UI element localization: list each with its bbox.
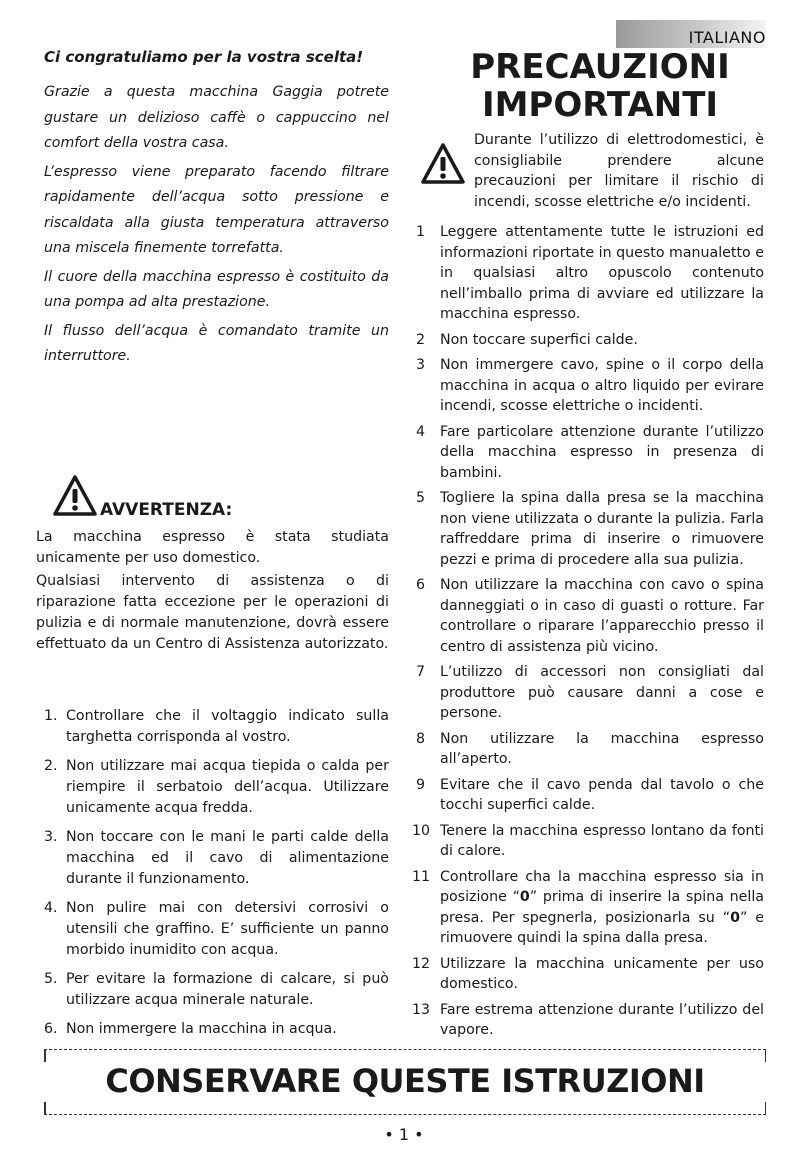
list-item <box>44 969 389 1011</box>
list-item-text: Non toccare con le mani le parti calde della macchina ed il cavo di alimentazione durante il funzionamento. <box>66 829 389 887</box>
position-zero: 0 <box>519 889 530 905</box>
list-item <box>416 775 764 816</box>
list-item <box>416 222 764 325</box>
list-item-number: 5 <box>416 490 426 506</box>
list-item-text-middle: ” prima di inserire la spina nella presa. Per spegnerla, posizionarla su “ <box>440 889 764 926</box>
keep-instructions-text: CONSERVARE QUESTE ISTRUZIONI <box>105 1062 705 1100</box>
intro-paragraph: L’espresso viene preparato facendo filtrare rapidamente dell’acqua sotto pressione e riscaldata alla giusta temperatura attraverso una miscela finemente torrefatta. <box>44 163 389 256</box>
list-item-text: L’utilizzo di accessori non consigliati dal produttore può causare danni a cose e persone. <box>440 664 764 721</box>
list-item-text: Non immergere cavo, spine o il corpo della macchina in acqua o altro liquido per evirare incendi, scosse elettriche o incidenti. <box>440 357 764 414</box>
list-item-text: Non utilizzare mai acqua tiepida o calda per riempire il serbatoio dell’acqua. Utilizzare unicamente acqua fredda. <box>66 758 389 816</box>
list-item-text: Controllare che il voltaggio indicato sulla targhetta corrisponda al vostro. <box>66 708 389 745</box>
page-number: • 1 • <box>384 1125 424 1144</box>
list-item <box>412 867 764 949</box>
list-item-number: 9 <box>416 776 426 793</box>
precautions-intro <box>416 130 764 212</box>
list-item-text: Evitare che il cavo penda dal tavolo o che tocchi superfici calde. <box>440 776 764 813</box>
list-item-number: 10 <box>412 822 431 839</box>
banner-corner-mark <box>765 1050 767 1062</box>
list-item-text-after: ” e rimuovere quindi la spina dalla presa. <box>440 909 764 946</box>
list-item-text: Non utilizzare la macchina con cavo o spina danneggiati o in caso di guasti o rotture. Far controllare o riparare l’apparecchio presso il centro di assistenza più vicino. <box>440 577 764 655</box>
list-item <box>416 488 764 570</box>
list-item <box>44 898 389 961</box>
precautions-list <box>412 222 764 1041</box>
care-list <box>44 706 389 1048</box>
warning-paragraph: La macchina espresso è stata studiata unicamente per uso domestico. <box>36 529 389 566</box>
list-item-text: Togliere la spina dalla presa se la macchina non viene utilizzata o durante la pulizia. Farla raffreddare prima di inserire o rimuovere pezzi e prima di procedere alla sua pulizia. <box>440 490 764 568</box>
list-item-number: 12 <box>412 955 431 972</box>
left-column <box>44 48 389 373</box>
list-item-text: Non immergere la macchina in acqua. <box>66 1021 337 1037</box>
page-title-line: IMPORTANTI <box>481 85 719 125</box>
list-item <box>44 756 389 819</box>
warning-header <box>44 474 389 524</box>
list-item <box>416 355 764 417</box>
list-item-text: Fare particolare attenzione durante l’utilizzo della macchina espresso in presenza di bambini. <box>440 423 764 481</box>
list-item <box>416 422 764 484</box>
warning-paragraph: Qualsiasi intervento di assistenza o di riparazione fatta eccezione per le operazioni di pulizia e di normale manutenzione, dovrà essere effettuato da un Centro di Assistenza autorizzato. <box>36 573 389 652</box>
list-item-number: 4 <box>416 423 426 440</box>
list-item-text: Non toccare superfici calde. <box>440 331 638 348</box>
list-item-number: 2. <box>44 758 58 774</box>
list-item-number: 4. <box>44 900 58 916</box>
page-title-line: PRECAUZIONI <box>470 47 730 87</box>
list-item <box>412 821 764 862</box>
list-item <box>416 330 764 351</box>
list-item-text: Tenere la macchina espresso lontano da fonti di calore. <box>440 822 764 859</box>
list-item-number: 3. <box>44 829 58 845</box>
banner-corner-mark <box>765 1102 767 1114</box>
list-item <box>416 662 764 724</box>
language-label: ITALIANO <box>688 28 766 47</box>
list-item <box>412 1000 764 1041</box>
intro-paragraph: Il flusso dell’acqua è comandato tramite un interruttore. <box>44 322 389 364</box>
list-item-text: Non pulire mai con detersivi corrosivi o utensili che graffino. E’ sufficiente un panno morbido inumidito con acqua. <box>66 900 389 958</box>
page-title <box>436 48 764 124</box>
list-item <box>416 575 764 657</box>
list-item-number: 1. <box>44 708 58 724</box>
intro-paragraph: Grazie a questa macchina Gaggia potrete gustare un delizioso caffè o cappuccino nel comfort della vostra casa. <box>44 84 389 151</box>
list-item-number: 7 <box>416 664 426 680</box>
language-tab <box>616 20 766 48</box>
list-item-number: 13 <box>412 1001 431 1018</box>
keep-instructions-banner <box>44 1049 766 1115</box>
list-item-number: 1 <box>416 224 426 240</box>
list-item <box>412 954 764 995</box>
precautions-intro-text: Durante l’utilizzo di elettrodomestici, è consigliabile prendere alcune precauzioni per limitare il rischio di incendi, scosse elettriche e/o incidenti. <box>474 132 764 210</box>
list-item-text: Leggere attentamente tutte le istruzioni ed informazioni riportate in questo manualetto e in qualsiasi altro opuscolo contenuto nell’imballo prima di avviare ed utilizzare la macchina espresso. <box>440 224 764 322</box>
list-item-number: 5. <box>44 971 58 987</box>
banner-corner-mark <box>44 1050 46 1062</box>
list-item-number: 2 <box>416 331 426 348</box>
right-column <box>412 47 764 1046</box>
list-item-number: 6. <box>44 1021 58 1037</box>
position-zero: 0 <box>730 909 740 926</box>
list-item-text: Fare estrema attenzione durante l’utilizzo del vapore. <box>440 1001 764 1038</box>
list-item <box>416 729 764 770</box>
list-item-text: Per evitare la formazione di calcare, si può utilizzare acqua minerale naturale. <box>66 971 389 1008</box>
list-item-number: 3 <box>416 357 426 373</box>
list-item-text: Non utilizzare la macchina espresso all’aperto. <box>440 730 764 767</box>
list-item-number: 11 <box>412 868 431 885</box>
warning-triangle-icon <box>52 474 98 518</box>
warning-body <box>36 527 389 657</box>
congrats-heading: Ci congratuliamo per la vostra scelta! <box>44 48 364 66</box>
list-item-number: 6 <box>416 577 426 593</box>
list-item <box>44 827 389 890</box>
intro-text <box>44 80 389 370</box>
banner-corner-mark <box>44 1102 46 1114</box>
warning-triangle-icon <box>420 142 466 186</box>
list-item-text: Utilizzare la macchina unicamente per uso domestico. <box>440 955 764 992</box>
intro-paragraph: Il cuore della macchina espresso è costituito da una pompa ad alta prestazione. <box>44 268 389 310</box>
list-item-number: 8 <box>416 730 426 747</box>
warning-title: AVVERTENZA: <box>100 500 233 520</box>
list-item <box>44 706 389 748</box>
list-item-text-before: Controllare cha la macchina espresso sia in posizione “ <box>440 868 764 905</box>
list-item <box>44 1019 389 1040</box>
